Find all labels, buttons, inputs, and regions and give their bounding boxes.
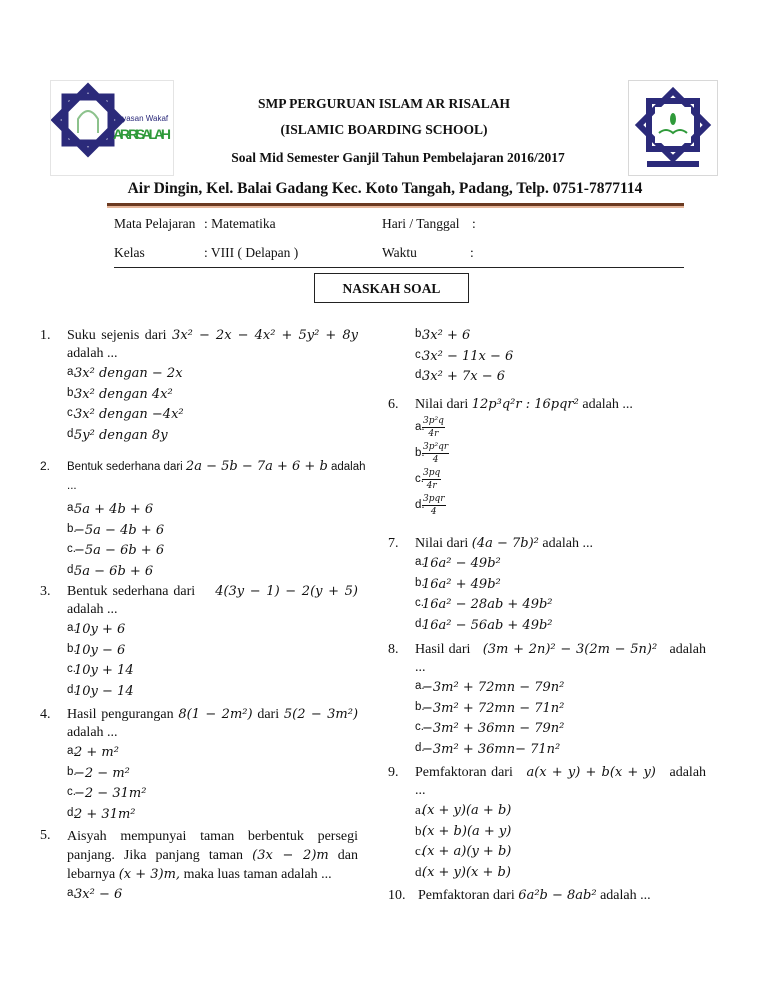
option-a[interactable]: a. −3m² + 72mn − 79n² bbox=[415, 680, 565, 695]
option-d[interactable]: d. 16a² − 56ab + 49b² bbox=[415, 617, 553, 633]
svg-text:AR-RISALAH: AR-RISALAH bbox=[113, 126, 171, 142]
option-b[interactable]: b. 10y − 6 bbox=[67, 642, 126, 658]
question-expression: 12p³q²r : 16pqr² bbox=[471, 397, 579, 412]
fraction: $\frac{\text{3p²qr}}{4}$ bbox=[423, 441, 449, 465]
section-title: NASKAH SOAL bbox=[314, 273, 469, 303]
fraction: $\frac{3pq}{4r}$ bbox=[423, 467, 441, 491]
question-number: 9. bbox=[388, 765, 399, 780]
question-text: Pemfaktoran dari a(x + y) + b(x + y) adalah ... bbox=[415, 765, 707, 798]
question-number: 2. bbox=[40, 459, 51, 473]
class-label: Kelas bbox=[114, 245, 145, 260]
question-text: Pemfaktoran dari 6a²b − 8ab² adalah ... bbox=[418, 888, 651, 903]
options-list bbox=[40, 499, 372, 581]
option-b[interactable]: b. 16a² + 49b² bbox=[415, 576, 501, 592]
exam-title: Soal Mid Semester Ganjil Tahun Pembelajaran 2016/2017 bbox=[231, 150, 565, 165]
option-a[interactable]: a. 10y + 6 bbox=[67, 622, 126, 637]
time-label: Waktu bbox=[382, 245, 417, 260]
question-expression: (3m + 2n)² − 3(2m − 5n)² bbox=[482, 642, 658, 657]
school-type: (ISLAMIC BOARDING SCHOOL) bbox=[280, 122, 488, 137]
question-number: 8. bbox=[388, 642, 399, 657]
question-expression-2: (x + 3)m, bbox=[118, 867, 181, 882]
question-number: 6. bbox=[388, 397, 399, 412]
option-c[interactable]: c. (x + a)(y + b) bbox=[415, 843, 512, 859]
question-text: Nilai dari (4a − 7b)² adalah ... bbox=[415, 536, 593, 551]
subject-value: : Matematika bbox=[204, 216, 276, 231]
svg-text:Yayasan Wakaf: Yayasan Wakaf bbox=[113, 114, 169, 123]
question-expression: 4(3y − 1) − 2(y + 5) bbox=[215, 584, 358, 599]
option-a[interactable]: a. 2 + m² bbox=[67, 745, 119, 760]
options-list bbox=[40, 619, 358, 701]
question-text: Aisyah mempunyai taman berbentuk persegi panjang. Jika panjang taman (3x − 2)m dan lebarnya (x + 3)m, maka luas taman adalah ... bbox=[67, 829, 359, 882]
option-b[interactable]: b. −5a − 4b + 6 bbox=[67, 522, 165, 538]
fraction: $\frac{\text{3p²q}}{4r}$ bbox=[423, 415, 444, 439]
question-text: Suku sejenis dari 3x² − 2x − 4x² + 5y² + 8y adalah ... bbox=[67, 328, 359, 361]
option-c[interactable]: c. $\frac{3pq}{4r}$ bbox=[415, 467, 441, 491]
school-address: Air Dingin, Kel. Balai Gadang Kec. Koto Tangah, Padang, Telp. 0751-7877114 bbox=[127, 180, 643, 197]
option-c[interactable]: c. 10y + 14 bbox=[67, 663, 134, 678]
option-d[interactable]: d. $\frac{\text{3pqr}}{4}$ bbox=[415, 493, 445, 517]
option-a[interactable]: a. $\frac{\text{3p²q}}{4r}$ bbox=[415, 415, 444, 439]
option-d[interactable]: d. −3m² + 36mn− 71n² bbox=[415, 741, 561, 757]
question-5-continued bbox=[388, 325, 708, 387]
options-list bbox=[40, 742, 358, 824]
option-c[interactable]: c. 3x² dengan −4x² bbox=[67, 407, 184, 422]
question-number: 4. bbox=[40, 707, 51, 722]
options-list bbox=[388, 800, 706, 882]
question-10 bbox=[388, 887, 708, 905]
option-b[interactable]: b. 3x² dengan 4x² bbox=[67, 386, 173, 402]
question-expression: 6a²b − 8ab² bbox=[518, 888, 597, 903]
option-d[interactable]: d. 5a − 6b + 6 bbox=[67, 563, 154, 579]
question-number: 10. bbox=[388, 888, 406, 903]
question-expression: 2a − 5b − 7a + 6 + b bbox=[185, 459, 328, 474]
question-text: Hasil pengurangan 8(1 − 2m²) dari 5(2 − 3m²) adalah ... bbox=[67, 707, 359, 740]
question-1 bbox=[40, 327, 358, 445]
question-number: 3. bbox=[40, 584, 51, 599]
question-2 bbox=[40, 457, 372, 581]
question-number: 7. bbox=[388, 536, 399, 551]
option-d[interactable]: d. 3x² + 7x − 6 bbox=[415, 369, 506, 384]
subject-label: Mata Pelajaran bbox=[114, 216, 196, 231]
option-c[interactable]: c. 3x² − 11x − 6 bbox=[415, 348, 514, 364]
time-value: : bbox=[470, 245, 474, 260]
info-divider bbox=[114, 267, 684, 268]
question-expression: 3x² − 2x − 4x² + 5y² + 8y bbox=[172, 328, 359, 343]
options-list bbox=[388, 414, 708, 518]
option-d[interactable]: d. (x + y)(x + b) bbox=[415, 863, 511, 880]
option-a[interactable]: a. 5a + 4b + 6 bbox=[67, 502, 154, 517]
question-7 bbox=[388, 535, 708, 635]
question-5 bbox=[40, 827, 358, 905]
question-expression: (4a − 7b)² bbox=[471, 536, 539, 551]
option-a[interactable]: a. 16a² − 49b² bbox=[415, 556, 501, 571]
day-value: : bbox=[472, 216, 476, 231]
header-divider-light bbox=[107, 206, 684, 208]
option-b[interactable]: b. −2 − m² bbox=[67, 765, 130, 781]
option-c[interactable]: c. −2 − 31m² bbox=[67, 786, 147, 801]
question-text: Nilai dari 12p³q²r : 16pqr² adalah ... bbox=[415, 397, 633, 412]
options-list bbox=[40, 363, 358, 445]
option-c[interactable]: c. 16a² − 28ab + 49b² bbox=[415, 597, 553, 612]
question-text: Hasil dari (3m + 2n)² − 3(2m − 5n)² adalah ... bbox=[415, 642, 707, 675]
option-a[interactable]: a. (x + y)(a + b) bbox=[415, 802, 512, 818]
options-list bbox=[388, 553, 708, 635]
option-b[interactable]: b. 3x² + 6 bbox=[415, 328, 471, 343]
options-list bbox=[388, 677, 706, 759]
question-text: Bentuk sederhana dari 4(3y − 1) − 2(y + 5) adalah ... bbox=[67, 584, 358, 617]
option-c[interactable]: c. −3m² + 36mn − 79n² bbox=[415, 721, 565, 736]
question-text: Bentuk sederhana dari 2a − 5b − 7a + 6 + b adalah ... bbox=[67, 459, 366, 492]
option-b[interactable]: b. $\frac{\text{3p²qr}}{4}$ bbox=[415, 441, 449, 465]
option-a[interactable]: a. 3x² − 6 bbox=[67, 887, 123, 902]
fraction: $\frac{\text{3pqr}}{4}$ bbox=[423, 493, 445, 517]
school-name: SMP PERGURUAN ISLAM AR RISALAH bbox=[257, 96, 511, 111]
option-b[interactable]: b. (x + b)(a + y) bbox=[415, 822, 512, 839]
question-8 bbox=[388, 641, 706, 759]
class-value: : VIII ( Delapan ) bbox=[204, 245, 299, 260]
question-number: 1. bbox=[40, 328, 51, 343]
question-expression: 8(1 − 2m²) bbox=[178, 707, 253, 722]
question-9 bbox=[388, 764, 706, 882]
question-expression-2: 5(2 − 3m²) bbox=[283, 707, 359, 722]
question-6 bbox=[388, 396, 708, 518]
option-d[interactable]: d. 10y − 14 bbox=[67, 683, 134, 699]
option-a[interactable]: a. 3x² dengan − 2x bbox=[67, 366, 183, 381]
question-3 bbox=[40, 583, 358, 701]
options-list bbox=[40, 884, 358, 905]
question-expression: (3x − 2)m bbox=[252, 848, 329, 863]
day-label: Hari / Tanggal bbox=[382, 216, 460, 231]
question-4 bbox=[40, 706, 358, 824]
option-d[interactable]: d. 2 + 31m² bbox=[67, 806, 136, 822]
option-b[interactable]: b. −3m² + 72mn − 71n² bbox=[415, 700, 565, 716]
question-number: 5. bbox=[40, 828, 51, 843]
option-d[interactable]: d. 5y² dengan 8y bbox=[67, 427, 168, 443]
option-c[interactable]: c. −5a − 6b + 6 bbox=[67, 543, 165, 558]
question-expression: a(x + y) + b(x + y) bbox=[526, 765, 656, 780]
